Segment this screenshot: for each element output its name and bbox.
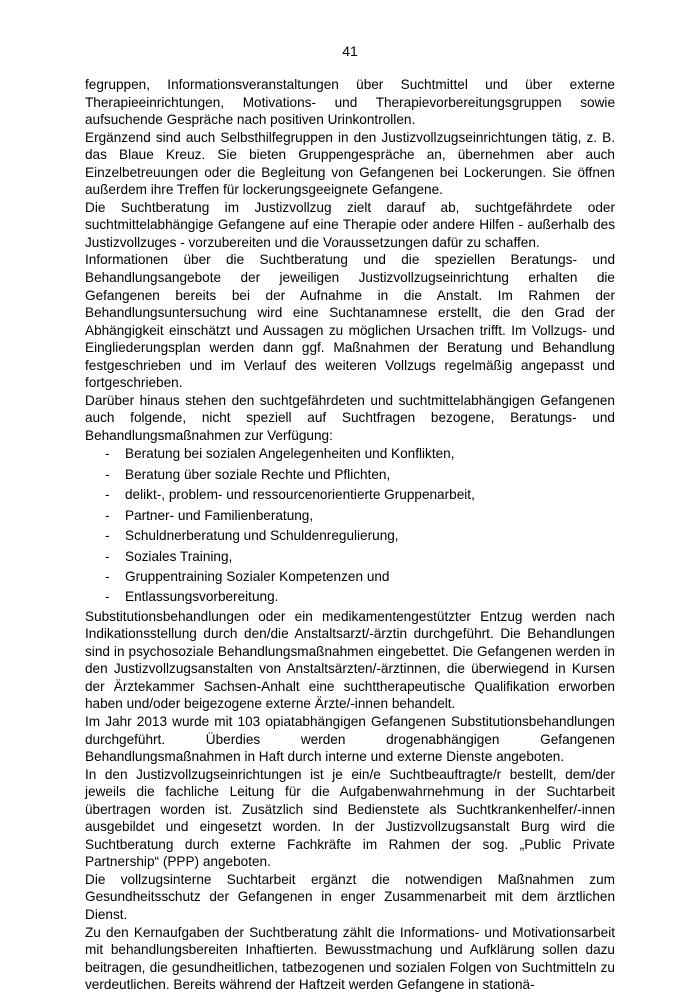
paragraph: Substitutionsbehandlungen oder ein medikamentengestützter Entzug werden nach Indikationsstellung durch den/die Anstaltsarzt/-ärztin durchgeführt. Die Behandlungen sind in psychosoziale Behandlungsmaßnahmen eingebettet. Die Gefangenen werden in den Justizvollzugsanstalten von Anstaltsärzten/-ärztinnen, die überwiegend in Kursen der Ärztekammer Sachsen-Anhalt eine suchttherapeutische Qualifikation erworben haben und/oder beigezogene externe Ärzte/-innen behandelt.: [85, 608, 615, 712]
paragraph: Die Suchtberatung im Justizvollzug zielt darauf ab, suchtgefährdete oder suchtmittelabhängige Gefangene auf eine Therapie oder andere Hilfen - außerhalb des Justizvollzuges - vorzubereiten und die Voraussetzungen dafür zu schaffen.: [85, 199, 615, 250]
paragraph: Im Jahr 2013 wurde mit 103 opiatabhängigen Gefangenen Substitutionsbehandlungen durchgeführt. Überdies werden drogenabhängigen Gefangenen Behandlungsmaßnahmen in Haft durch interne und externe Dienste angeboten.: [85, 714, 615, 765]
paragraph: In den Justizvollzugseinrichtungen ist je ein/e Suchtbeauftragte/r bestellt, dem/der jeweils die fachliche Leitung für die Aufgabenwahrnehmung in der Suchtarbeit übertragen worden ist. Zusätzlich sind Bedienstete als Suchtkrankenhelfer/-innen ausgebildet und eingesetzt worden. In der Justizvollzugsanstalt Burg wird die Suchtberatung durch externe Fachkräfte im Rahmen der sog. „Public Private Partnership“ (PPP) angeboten.: [85, 766, 615, 870]
list-dash: -: [105, 568, 110, 584]
list-item-text: Beratung über soziale Rechte und Pflichten,: [125, 466, 391, 482]
list-item-text: Schuldnerberatung und Schuldenregulierung,: [125, 528, 399, 544]
list-item: [85, 587, 615, 607]
list-item-text: Partner- und Familienberatung,: [125, 507, 314, 523]
list-item: [85, 465, 615, 485]
list-dash: -: [105, 507, 110, 523]
list-dash: -: [105, 528, 110, 544]
list-dash: -: [105, 466, 110, 482]
list-item-text: Beratung bei sozialen Angelegenheiten und Konflikten,: [125, 446, 455, 462]
paragraph: Die vollzugsinterne Suchtarbeit ergänzt die notwendigen Maßnahmen zum Gesundheitsschutz der Gefangenen in enger Zusammenarbeit mit dem ärztlichen Dienst.: [85, 871, 615, 923]
paragraph: Zu den Kernaufgaben der Suchtberatung zählt die Informations- und Motivationsarbeit mit behandlungsbereiten Inhaftierten. Bewusstmachung und Aufklärung sollen dazu beitragen, die gesundheitlichen, tatbezogenen und sozialen Folgen von Suchtmitteln zu verdeutlichen. Bereits während der Haftzeit werden Gefangene in stationä-: [85, 924, 615, 993]
list-item: [85, 567, 615, 587]
list-dash: -: [105, 487, 110, 503]
paragraph: Ergänzend sind auch Selbsthilfegruppen in den Justizvollzugseinrichtungen tätig, z. B. das Blaue Kreuz. Sie bieten Gruppengespräche an, übernehmen aber auch Einzelbetreuungen oder die Begleitung von Gefangenen bei Lockerungen. Sie öffnen außerdem ihre Treffen für lockerungsgeeignete Gefangene.: [85, 129, 615, 198]
list-item-text: Entlassungsvorbereitung.: [125, 589, 279, 605]
list-item-text: delikt-, problem- und ressourcenorientierte Gruppenarbeit,: [125, 487, 475, 503]
paragraph: Darüber hinaus stehen den suchtgefährdeten und suchtmittelabhängigen Gefangenen auch folgende, nicht speziell auf Suchtfragen bezogene, Beratungs- und Behandlungsmaßnahmen zur Verfügung:: [85, 392, 615, 443]
document-body: [85, 76, 615, 994]
page-number: 41: [342, 43, 358, 59]
list-item: [85, 547, 615, 567]
paragraph: Informationen über die Suchtberatung und die speziellen Beratungs- und Behandlungsangebote der jeweiligen Justizvollzugseinrichtung erhalten die Gefangenen bereits bei der Aufnahme in die Anstalt. Im Rahmen der Behandlungsuntersuchung wird eine Suchtanamnese erstellt, die den Grad der Abhängigkeit einschätzt und Aussagen zu möglichen Ursachen trifft. Im Vollzugs- und Eingliederungsplan werden dann ggf. Maßnahmen der Beratung und Behandlung festgeschrieben und im Verlauf des weiteren Vollzugs regelmäßig angepasst und fortgeschrieben.: [85, 252, 615, 391]
list-item: [85, 485, 615, 505]
list-item-text: Soziales Training,: [125, 548, 233, 564]
paragraph: fegruppen, Informationsveranstaltungen über Suchtmittel und über externe Therapieeinrichtungen, Motivations- und Therapievorbereitungsgruppen sowie aufsuchende Gespräche nach positiven Urinkontrollen.: [85, 77, 615, 128]
list-item: [85, 444, 615, 464]
list-item: [85, 506, 615, 526]
list-item-text: Gruppentraining Sozialer Kompetenzen und: [125, 568, 390, 584]
list-dash: -: [105, 548, 110, 564]
list-item: [85, 526, 615, 546]
list-dash: -: [105, 589, 110, 605]
measures-list: [85, 444, 615, 607]
list-dash: -: [105, 446, 110, 462]
